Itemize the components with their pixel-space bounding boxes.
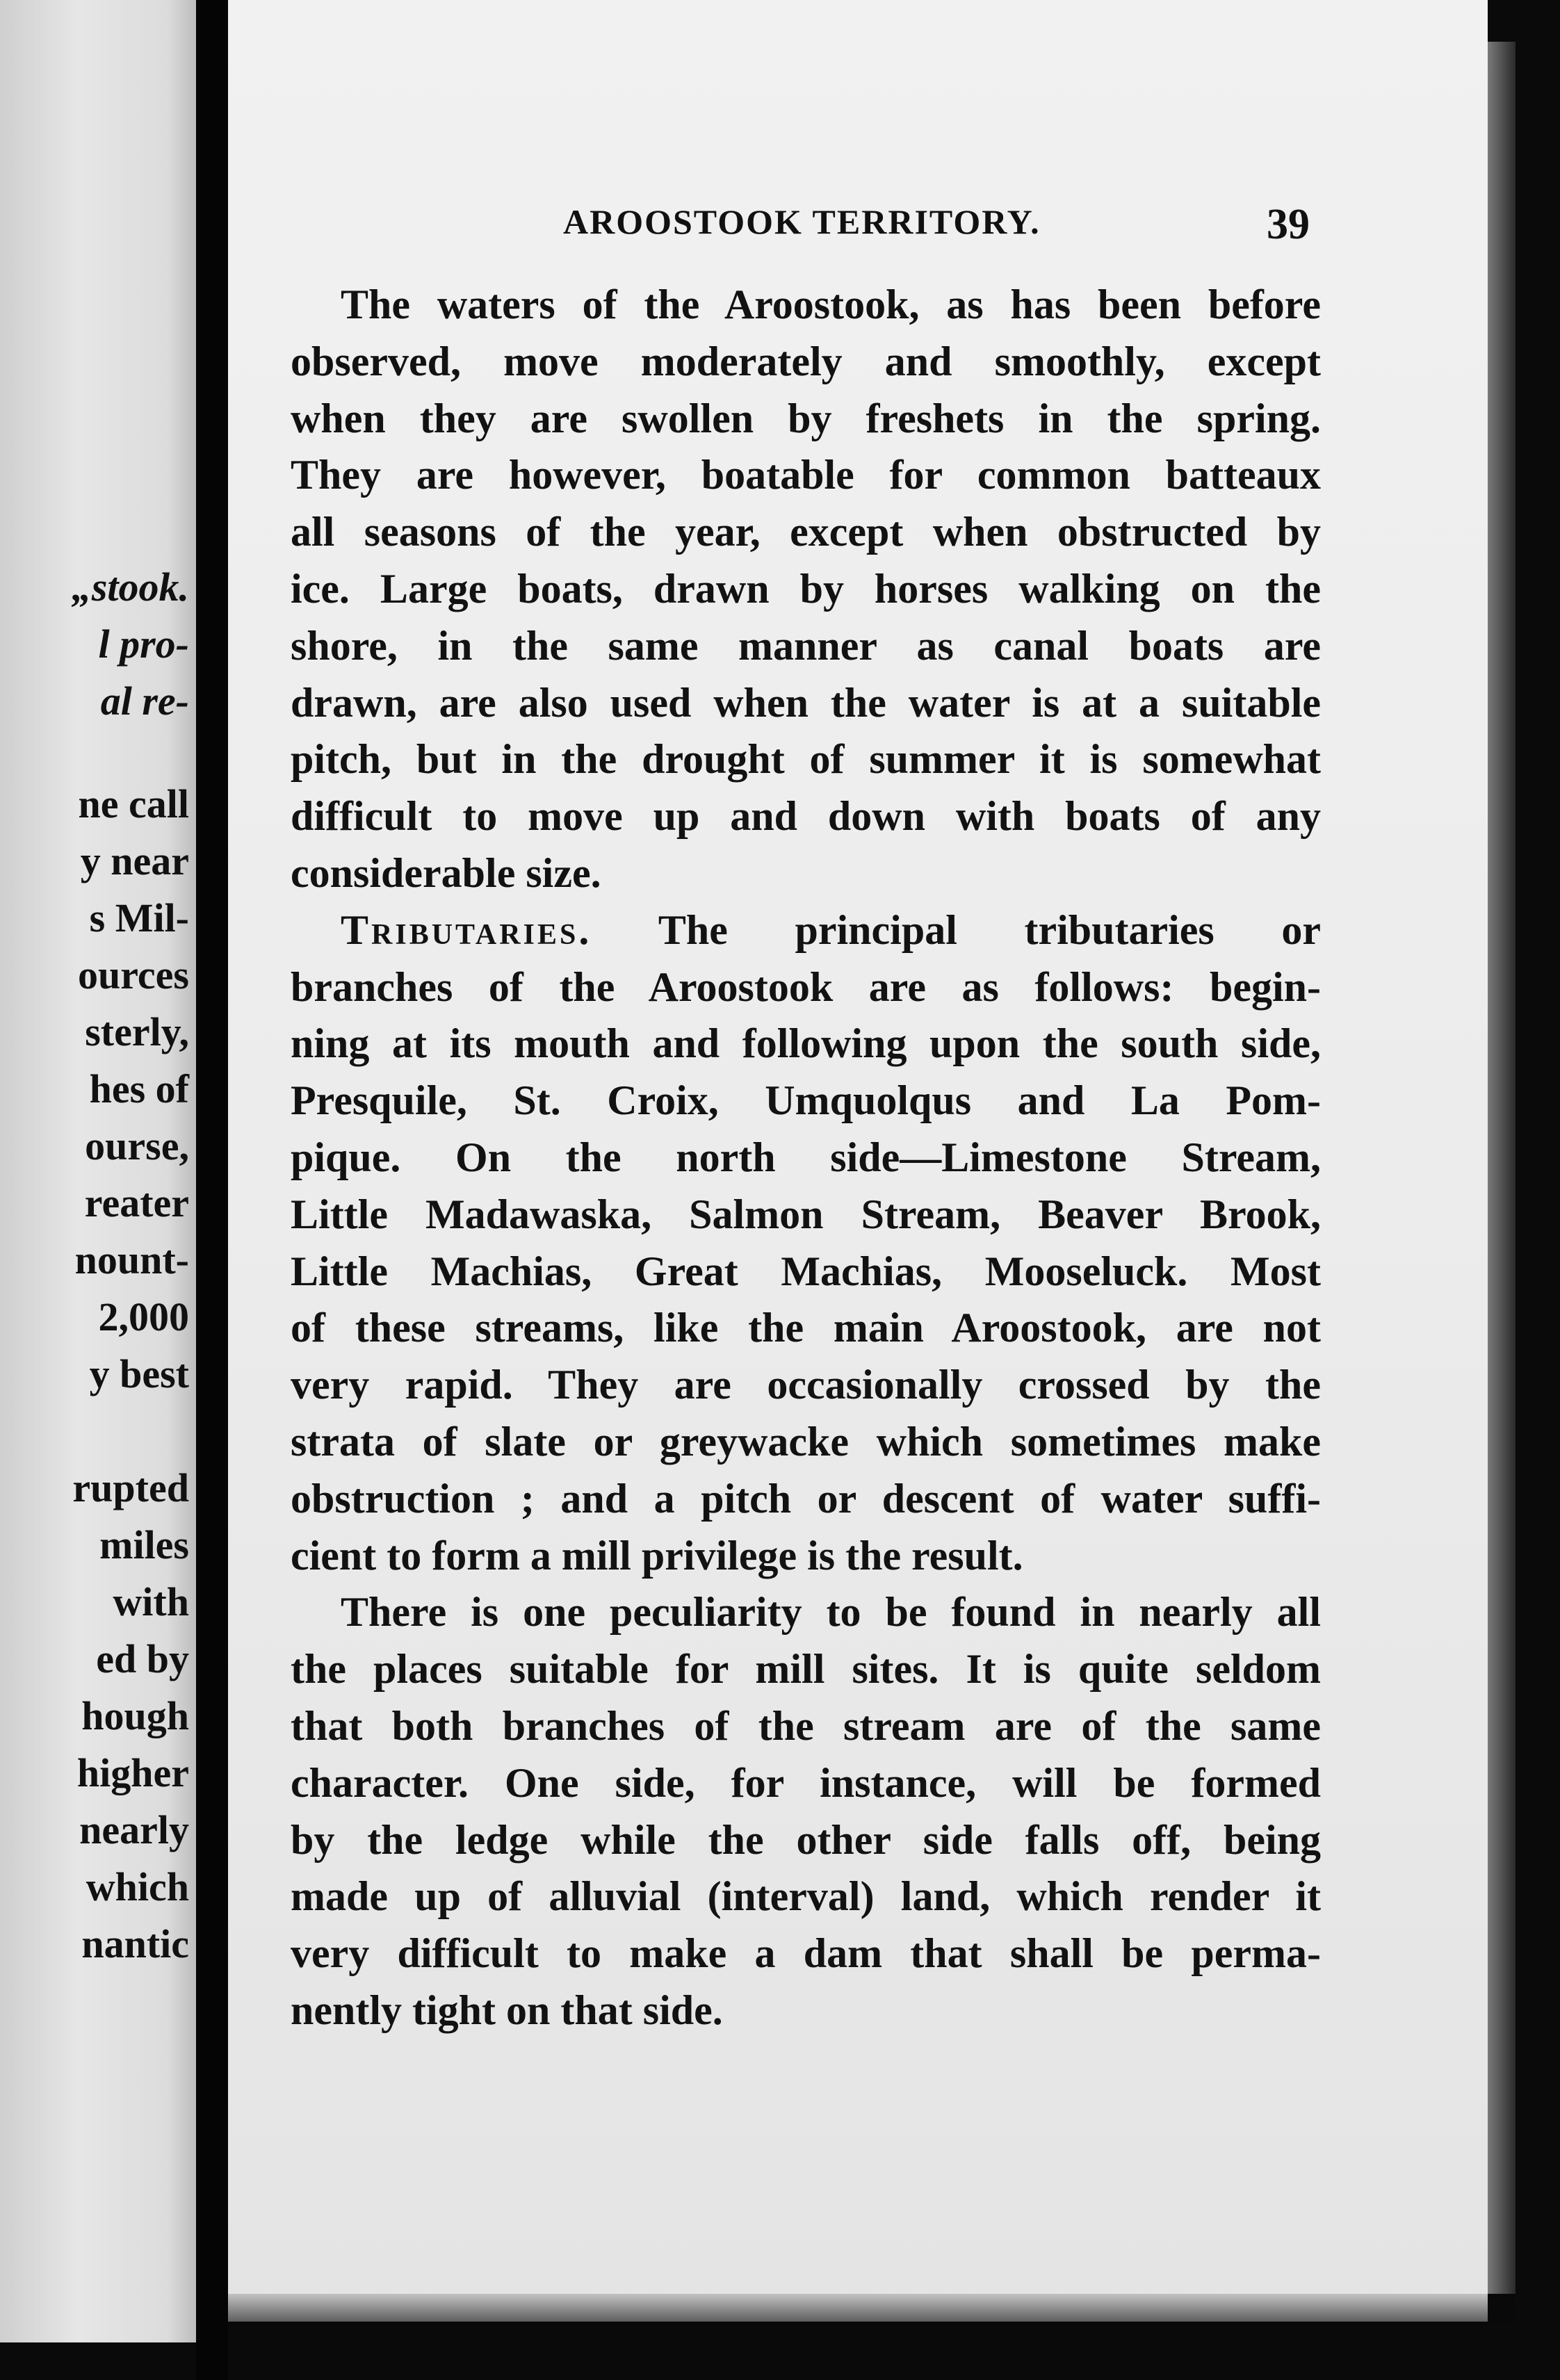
facing-page-line: 2,000 — [98, 1294, 189, 1339]
text-line: They are however, boatable for common batteaux — [291, 452, 1321, 498]
text-line: Little Machias, Great Machias, Mooseluck. Most — [291, 1248, 1321, 1294]
facing-page-line: ne call — [78, 781, 189, 826]
text-line: observed, move moderately and smoothly, except — [291, 338, 1321, 384]
facing-page-line: „stook. — [71, 564, 189, 610]
text-line: shore, in the same manner as canal boats are — [291, 622, 1321, 669]
text-line: the places suitable for mill sites. It is quite seldom — [291, 1646, 1321, 1693]
text-line: nently tight on that side. — [291, 1987, 723, 2033]
text-line: pitch, but in the drought of summer it is somewhat — [291, 736, 1321, 783]
facing-page-line: ourse, — [85, 1123, 189, 1168]
text-line: branches of the Aroostook are as follows: begin- — [291, 963, 1321, 1010]
text-line: The waters of the Aroostook, as has been before — [341, 282, 1321, 327]
text-line: difficult to move up and down with boats of any — [291, 793, 1321, 840]
text-line: drawn, are also used when the water is at a suitable — [291, 679, 1321, 726]
facing-page-line: y near — [80, 838, 189, 883]
text-line: ning at its mouth and following upon the south side, — [291, 1020, 1321, 1067]
text-line: by the ledge while the other side falls off, being — [291, 1816, 1321, 1863]
section-heading: Tributaries. — [341, 906, 592, 953]
facing-page-line: ed by — [96, 1636, 189, 1681]
facing-page-line: nantic — [81, 1921, 189, 1966]
page-bottom-shadow — [228, 2294, 1514, 2380]
running-head: AROOSTOOK TERRITORY. — [563, 202, 1041, 241]
facing-page-line: with — [113, 1579, 189, 1624]
facing-page-line: higher — [76, 1750, 189, 1795]
page-number: 39 — [1267, 201, 1310, 248]
facing-page-line: nount- — [74, 1237, 189, 1282]
facing-page-fragment — [0, 0, 196, 2342]
text-line: very rapid. They are occasionally crossed by the — [291, 1362, 1321, 1408]
text-line: ice. Large boats, drawn by horses walking on the — [291, 565, 1321, 612]
text-line: considerable size. — [291, 849, 601, 896]
text-line: made up of alluvial (interval) land, which render it — [291, 1873, 1321, 1920]
body-text — [291, 277, 1321, 2039]
facing-page-line: hough — [81, 1693, 189, 1738]
text-line: obstruction ; and a pitch or descent of water suffi- — [291, 1475, 1321, 1522]
text-line: all seasons of the year, except when obstructed by — [291, 509, 1321, 555]
facing-page-line: which — [86, 1864, 189, 1909]
text-line: cient to form a mill privilege is the result. — [291, 1532, 1023, 1579]
text-line: when they are swollen by freshets in the spring. — [291, 395, 1321, 441]
facing-page-line: hes of — [89, 1066, 189, 1111]
text-line — [291, 902, 1321, 959]
facing-page-line: s Mil- — [89, 895, 189, 940]
facing-page-line: reater — [84, 1180, 189, 1225]
book-gutter — [196, 0, 228, 2380]
facing-page-line: rupted — [72, 1465, 189, 1510]
text-line: There is one peculiarity to be found in nearly all — [341, 1589, 1321, 1636]
page-edge — [1488, 42, 1516, 2294]
facing-page-line: ources — [77, 952, 189, 997]
text-line: of these streams, like the main Aroostook, are not — [291, 1305, 1321, 1351]
facing-page-line: y best — [89, 1351, 189, 1396]
facing-page-line: nearly — [79, 1807, 189, 1852]
facing-page-line: sterly, — [85, 1009, 189, 1054]
text-line: very difficult to make a dam that shall be perma- — [291, 1930, 1321, 1977]
facing-page-line: l pro- — [98, 621, 189, 667]
facing-page-line: al re- — [100, 678, 189, 724]
text-line: Presquile, St. Croix, Umquolqus and La Pom- — [291, 1077, 1321, 1124]
text-line: Little Madawaska, Salmon Stream, Beaver Brook, — [291, 1191, 1321, 1237]
text-line: that both branches of the stream are of the same — [291, 1702, 1321, 1749]
text-line: strata of slate or greywacke which sometimes make — [291, 1418, 1321, 1465]
text-fragment: The principal tributaries or — [658, 906, 1321, 953]
facing-page-line: miles — [99, 1522, 189, 1567]
text-line: character. One side, for instance, will be formed — [291, 1759, 1321, 1806]
text-line: pique. On the north side—Limestone Stream, — [291, 1134, 1321, 1180]
